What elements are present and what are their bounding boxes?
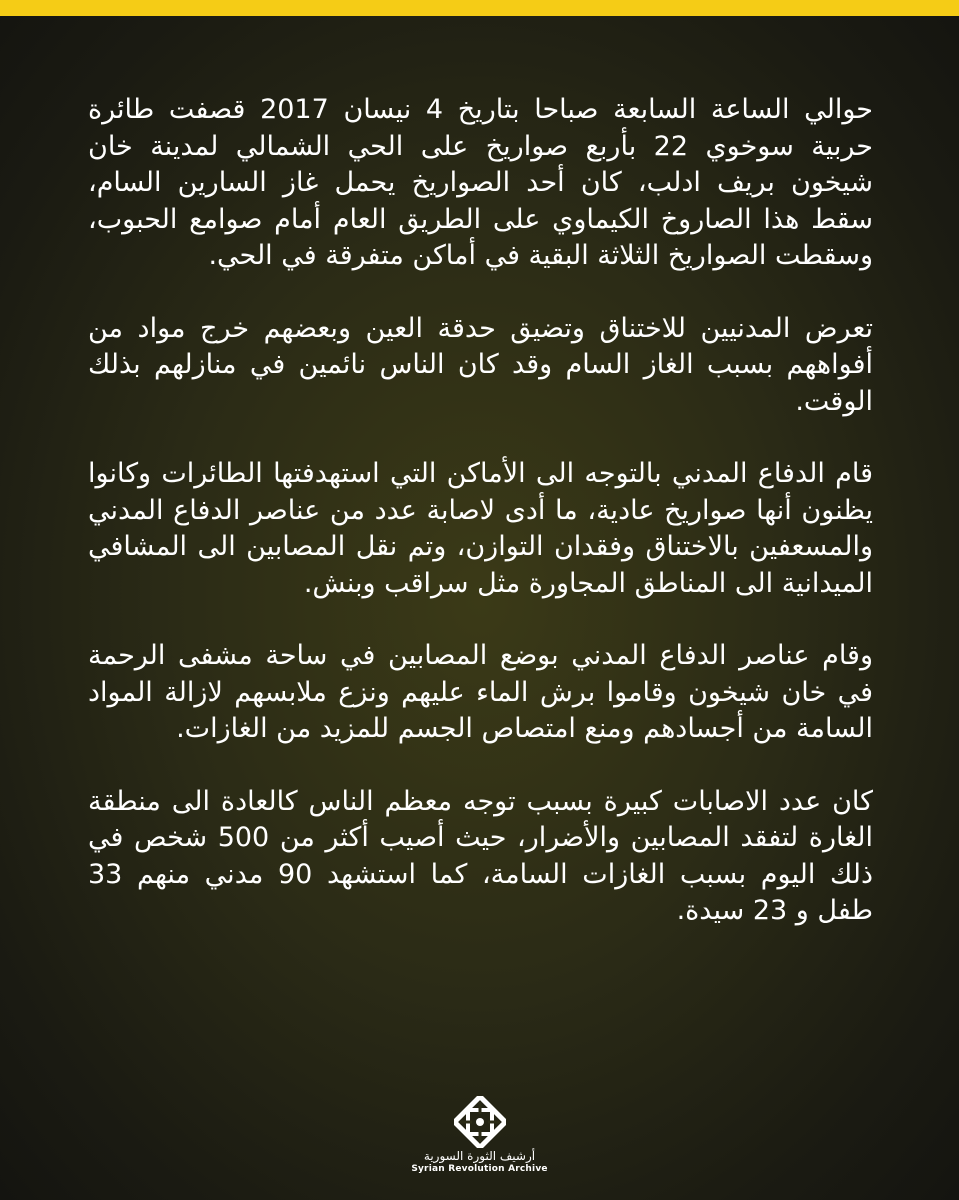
org-name-english: Syrian Revolution Archive <box>411 1164 548 1174</box>
syrian-revolution-archive-logo-icon <box>454 1096 506 1148</box>
article-body <box>88 92 873 966</box>
footer <box>0 1096 959 1175</box>
paragraph-decontamination: وقام عناصر الدفاع المدني بوضع المصابين في ساحة مشفى الرحمة في خان شيخون وقاموا برش الماء عليهم ونزع ملابسهم لازالة المواد السامة من أجسادهم ومنع امتصاص الجسم للمزيد من الغازات. <box>88 640 873 744</box>
org-name-arabic: أرشيف الثورة السورية <box>423 1149 536 1163</box>
paragraph-civilian-symptoms: تعرض المدنيين للاختناق وتضيق حدقة العين وبعضهم خرج مواد من أفواههم بسبب الغاز السام وقد كان الناس نائمين في منازلهم بذلك الوقت. <box>88 312 873 417</box>
paragraph-civil-defense-response: قام الدفاع المدني بالتوجه الى الأماكن التي استهدفتها الطائرات وكانوا يظنون أنها صواريخ عادية، ما أدى لاصابة عدد من عناصر الدفاع المدني والمسعفين بالاختناق وفقدان التوازن، وتم نقل المصابين الى المشافي الميدانية الى المناطق المجاورة مثل سراقب وبنش. <box>88 458 873 599</box>
top-accent-bar <box>0 0 959 16</box>
paragraph-attack-description: حوالي الساعة السابعة صباحا بتاريخ 4 نيسان 2017 قصفت طائرة حربية سوخوي 22 بأربع صواريخ على الحي الشمالي لمدينة خان شيخون بريف ادلب، كان أحد الصواريخ يحمل غاز السارين السام، سقط هذا الصاروخ الكيماوي على الطريق العام أمام صوامع الحبوب، وسقطت الصواريخ الثلاثة البقية في أماكن متفرقة في الحي. <box>88 94 874 271</box>
paragraph-casualties: كان عدد الاصابات كبيرة بسبب توجه معظم الناس كالعادة الى منطقة الغارة لتفقد المصابين والأضرار، حيث أصيب أكثر من 500 شخص في ذلك اليوم بسبب الغازات السامة، كما استشهد 90 مدني منهم 33 طفل و 23 سيدة. <box>88 785 873 926</box>
